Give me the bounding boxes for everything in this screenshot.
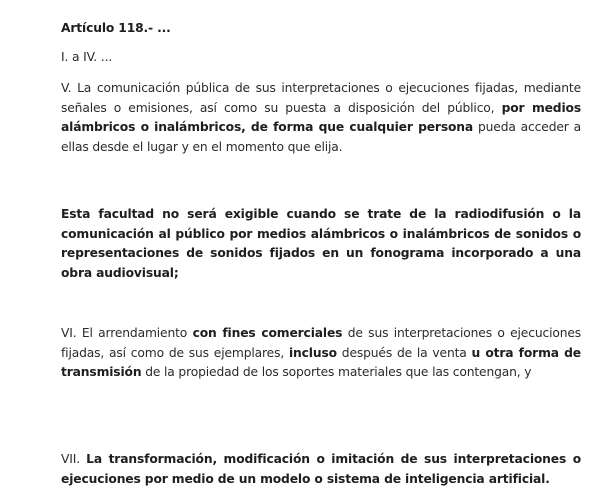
fraction-v-bold-1: por medios alámbricos o inalámbricos, de forma que cualquier persona <box>61 100 581 135</box>
fraction-vi-text-4: de la propiedad de los soportes materiales que las contengan, y <box>141 365 532 380</box>
article-heading-text: Artículo 118.- ... <box>61 21 171 35</box>
fraction-v-exception <box>61 205 581 283</box>
fraction-v-text-1: V. La comunicación pública de sus interpretaciones o ejecuciones fijadas, mediante señales o emisiones, así como su puesta a disposición del público, <box>61 81 581 115</box>
fraction-vi-bold-2: incluso <box>288 345 337 360</box>
fraction-vii-text-1: VII. <box>61 452 87 466</box>
fraction-v <box>61 79 581 157</box>
fraction-vi <box>61 324 581 383</box>
fraction-v-exception-text: Esta facultad no será exigible cuando se trate de la radiodifusión o la comunicación al público por medios alámbricos o inalámbricos de sonidos o representaciones de sonidos fijados en un fonograma incorporado a una obra audiovisual; <box>61 207 581 280</box>
fraction-v-text-2: pueda acceder a ellas desde el lugar y en el momento que elija. <box>61 120 581 154</box>
fraction-vii <box>61 450 581 489</box>
fraction-vi-text-3: después de la venta <box>336 345 472 360</box>
article-heading <box>61 19 581 39</box>
fraction-i-iv: I. a IV. ... <box>61 50 113 64</box>
fraction-vi-bold-1: con fines comerciales <box>192 326 343 340</box>
fraction-vi-bold-3: u otra forma de transmisión <box>61 345 581 380</box>
fraction-vi-text-2: de sus interpretaciones o ejecuciones fijadas, así como de sus ejemplares, <box>61 326 582 360</box>
fraction-vii-bold-1: La transformación, modificación o imitación de sus interpretaciones o ejecuciones por medio de un modelo o sistema de inteligencia artificial. <box>61 452 581 486</box>
fraction-vi-text-1: VI. El arrendamiento <box>61 326 193 340</box>
